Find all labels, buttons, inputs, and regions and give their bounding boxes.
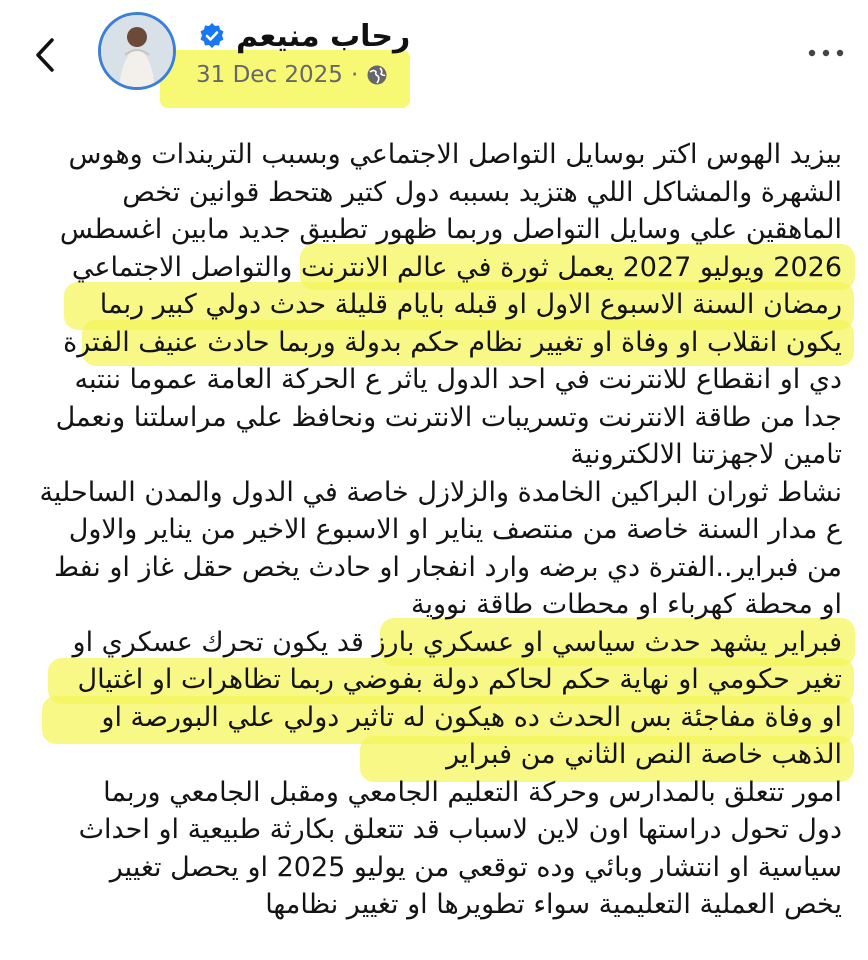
text-line: الشهرة والمشاكل اللي هتزيد بسببه دول كتير هتحط قوانين تخص [122,176,842,208]
more-dots-icon[interactable] [804,38,848,68]
post-body [0,120,868,960]
post-meta [196,58,388,92]
chevron-left-icon[interactable] [22,30,72,80]
avatar[interactable] [98,12,176,90]
text-line: يكون انقلاب او وفاة او تغيير نظام حكم بدولة وربما حادث عنيف الفترة [63,326,842,358]
text-line: بيزيد الهوس اكتر بوسايل التواصل الاجتماعي وبسبب التريندات وهوس [68,139,842,170]
text-line: دول تحول دراستها اون لاين لاسباب قد تتعلق بكارثة طبيعية او احداث [78,814,842,845]
text-line: من فبراير..الفترة دي برضه وارد انفجار او حادث يخص حقل غاز او نفط [54,551,842,583]
text-line: تامين لاجهزتنا الالكترونية [570,439,842,470]
verified-badge-icon [198,22,226,50]
globe-icon [366,64,388,86]
post-date[interactable]: 31 Dec 2025 [196,62,343,88]
text-line: ع مدار السنة خاصة من منتصف يناير او الاسبوع الاخير من يناير والاول [68,514,842,545]
text-line: دي او انقطاع للانترنت في احد الدول ياثر ع الحركة العامة عموما ننتبه [74,364,842,395]
text-line: تغير حكومي او نهاية حكم لحاكم دولة بفوضي ربما تظاهرات او اغتيال [77,664,842,695]
author-row [198,14,410,58]
post-text [17,136,842,924]
meta-separator: · [350,62,359,88]
text-line: الذهب خاصة النص الثاني من فبراير [446,739,842,770]
text-line: سياسية او انتشار وبائي وده توقعي من يوليو 2025 او يحصل تغيير [109,851,842,883]
text-line: او وفاة مفاجئة بس الحدث ده هيكون له تاثير دولي علي البورصة او [101,701,842,733]
post-header [0,0,868,120]
text-line: او محطة كهرباء او محطات طاقة نووية [411,589,842,620]
text-line: يخص العملية التعليمية سواء تطويرها او تغيير نظامها [265,889,842,920]
text-line: جدا من طاقة الانترنت وتسريبات الانترنت ونحافظ علي مراسلتنا ونعمل [55,401,842,433]
text-line: 2026 ويوليو 2027 يعمل ثورة في عالم الانترنت والتواصل الاجتماعي [71,251,842,283]
text-line: امور تتعلق بالمدارس وحركة التعليم الجامعي ومقبل الجامعي وربما [103,776,842,808]
author-name[interactable]: رحاب منيعم [236,18,411,54]
text-line: فبراير يشهد حدث سياسي او عسكري بارز قد يكون تحرك عسكري او [72,626,842,658]
text-line: رمضان السنة الاسبوع الاول او قبله بايام قليلة حدث دولي كبير ربما [99,289,842,320]
text-line: الماهقين علي وسايل التواصل وربما ظهور تطبيق جديد مابين اغسطس [59,214,842,245]
text-line: نشاط ثوران البراكين الخامدة والزلازل خاصة في الدول والمدن الساحلية [39,476,842,508]
